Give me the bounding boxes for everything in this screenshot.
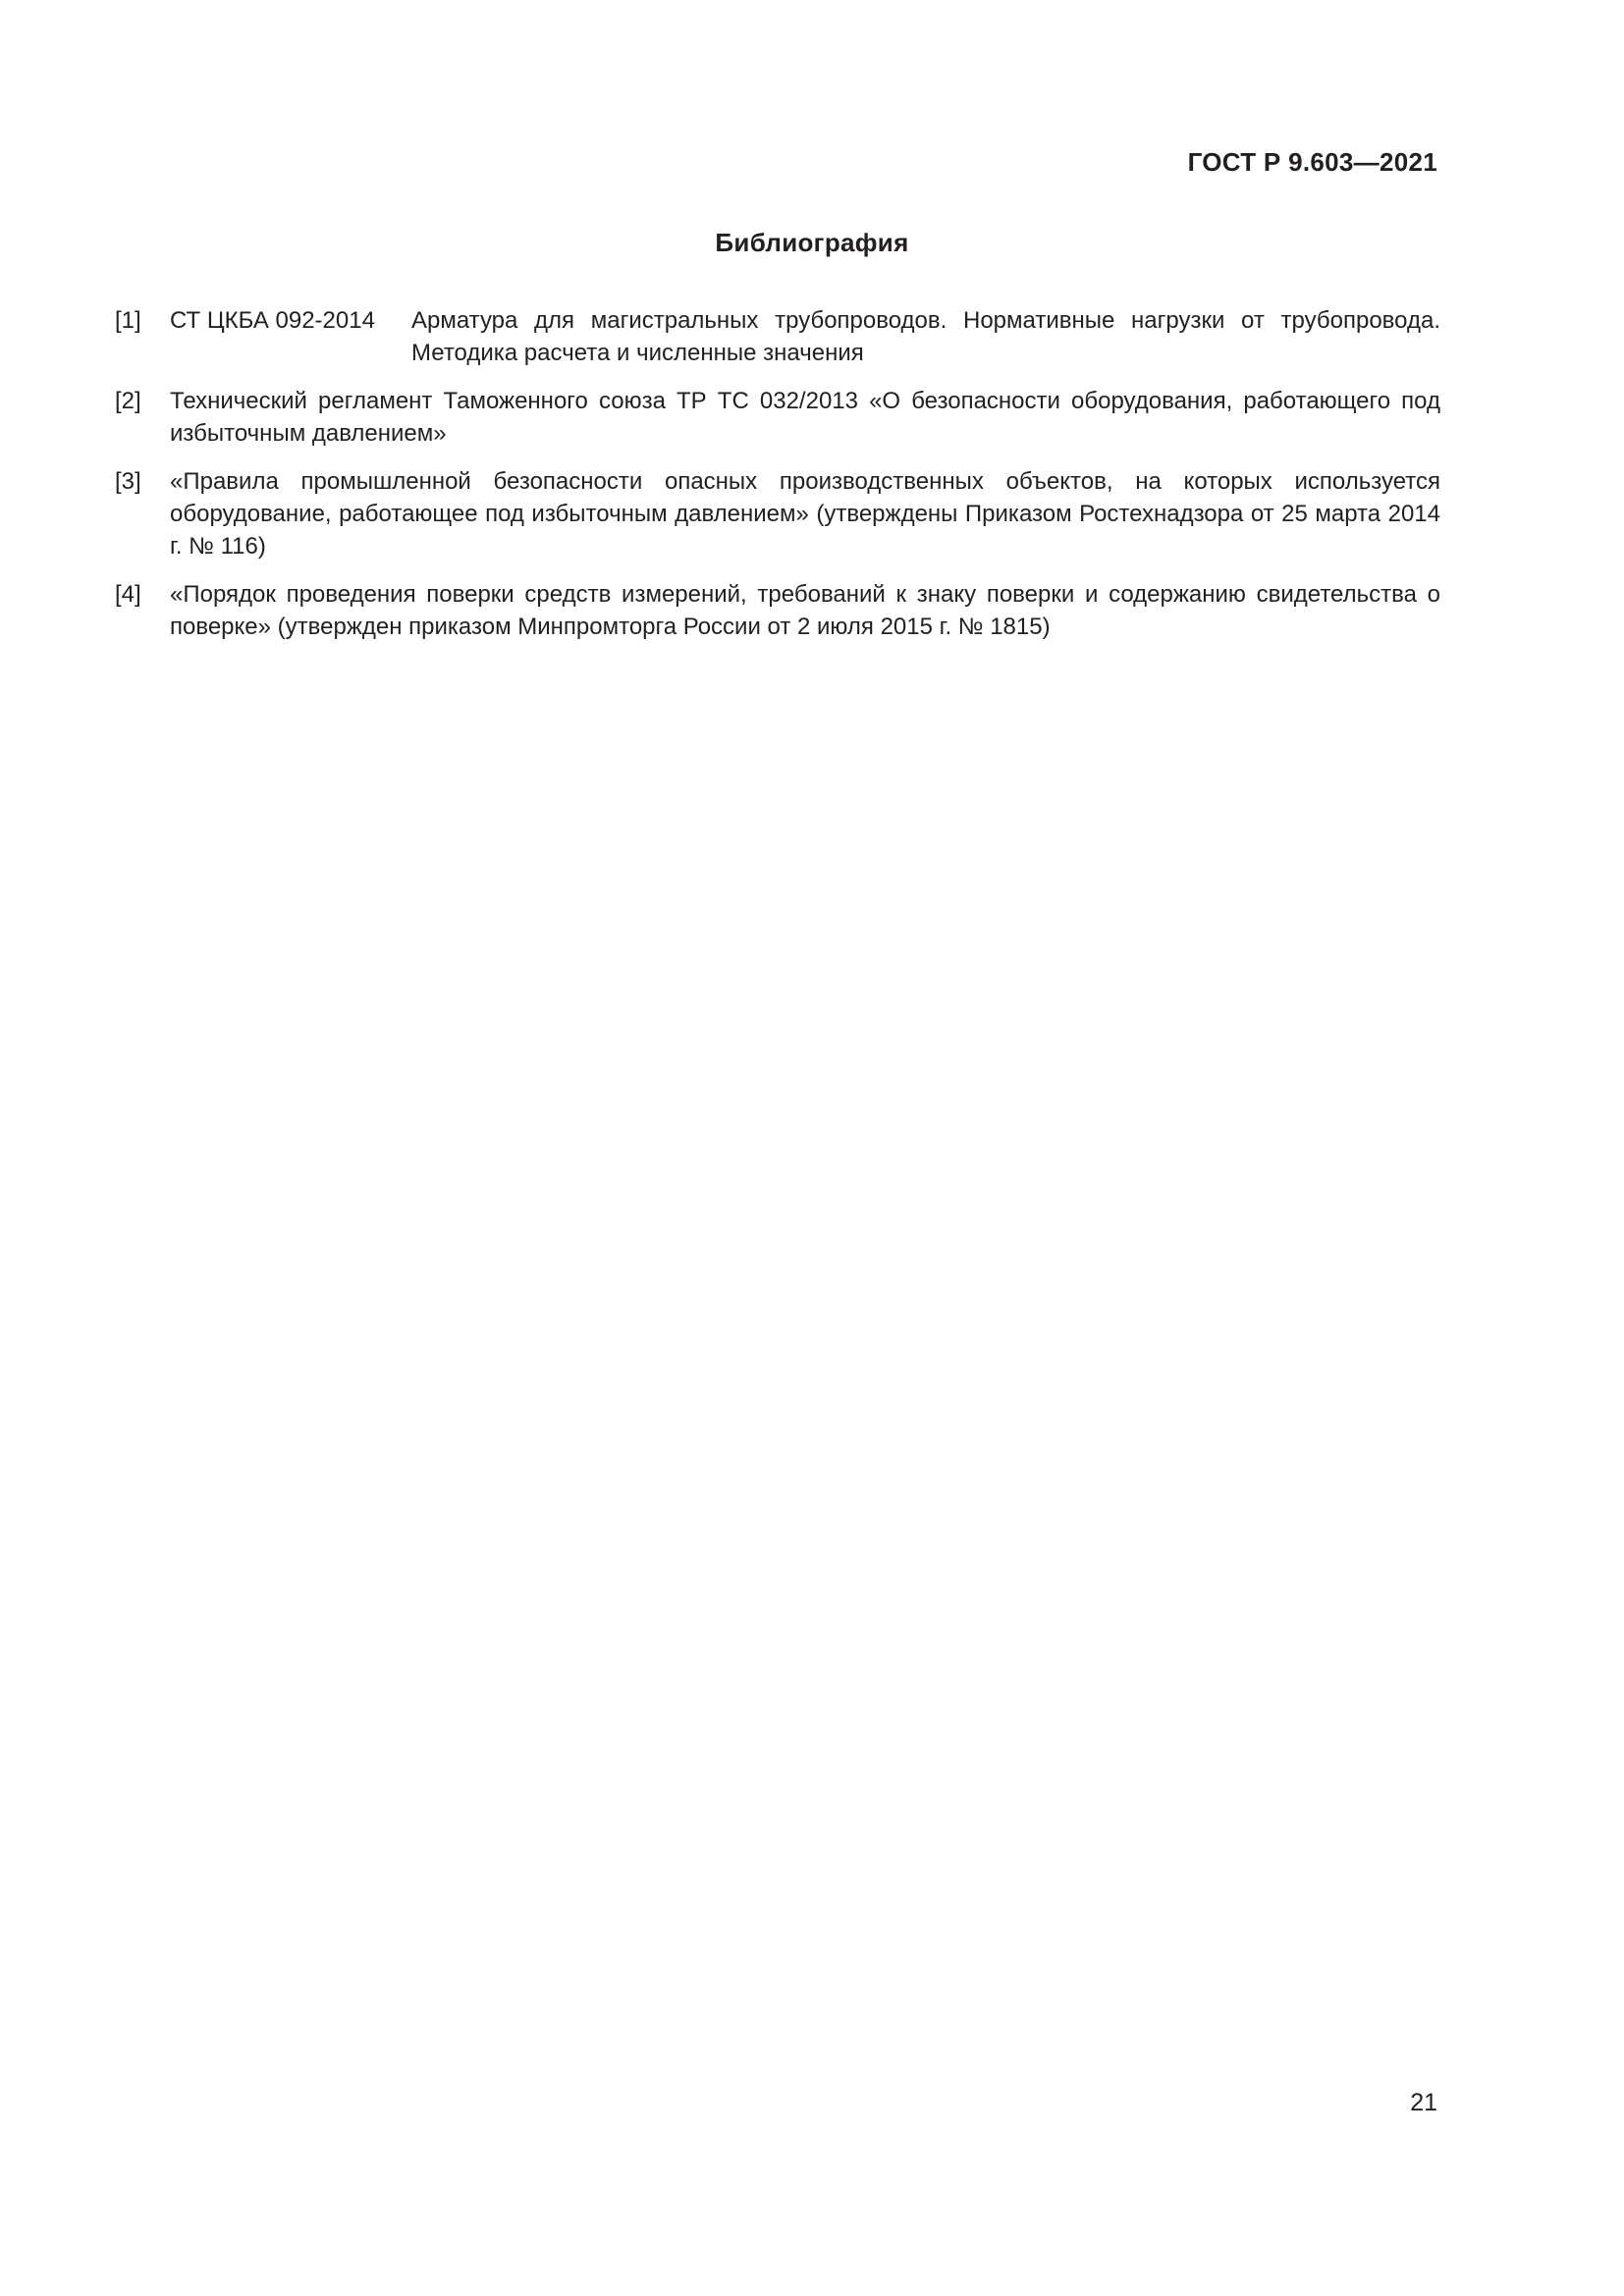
entry-number: [4] [115, 581, 141, 608]
page-number: 21 [1410, 2089, 1437, 2116]
entry-number: [1] [115, 307, 141, 334]
bibliography-entry [115, 578, 1440, 643]
document-code: ГОСТ Р 9.603—2021 [1187, 147, 1437, 177]
bibliography-entry [115, 304, 1440, 369]
entry-text: «Порядок проведения поверки средств измерений, требований к знаку поверки и содержанию свидетельства о поверке» (утвержден приказом Минпромторга России от 2 июля 2015 г. № 1815) [170, 581, 1440, 640]
entry-text: Технический регламент Таможенного союза ТР ТС 032/2013 «О безопасности оборудования, работающего под избыточным давлением» [170, 388, 1440, 447]
bibliography-entry [115, 385, 1440, 450]
bibliography-list [115, 304, 1440, 659]
bibliography-entry [115, 465, 1440, 562]
entry-number: [3] [115, 468, 141, 495]
entry-text: «Правила промышленной безопасности опасных производственных объектов, на которых используется оборудование, работающее под избыточным давлением» (утверждены Приказом Ростехнадзора от 25 марта 2014 г. № 116) [170, 468, 1440, 560]
entry-code: СТ ЦКБА 092-2014 [170, 307, 375, 334]
entry-number: [2] [115, 388, 141, 414]
section-title: Библиография [715, 228, 909, 257]
entry-text: Арматура для магистральных трубопроводов. Нормативные нагрузки от трубопровода. Методика расчета и численные значения [411, 307, 1440, 366]
